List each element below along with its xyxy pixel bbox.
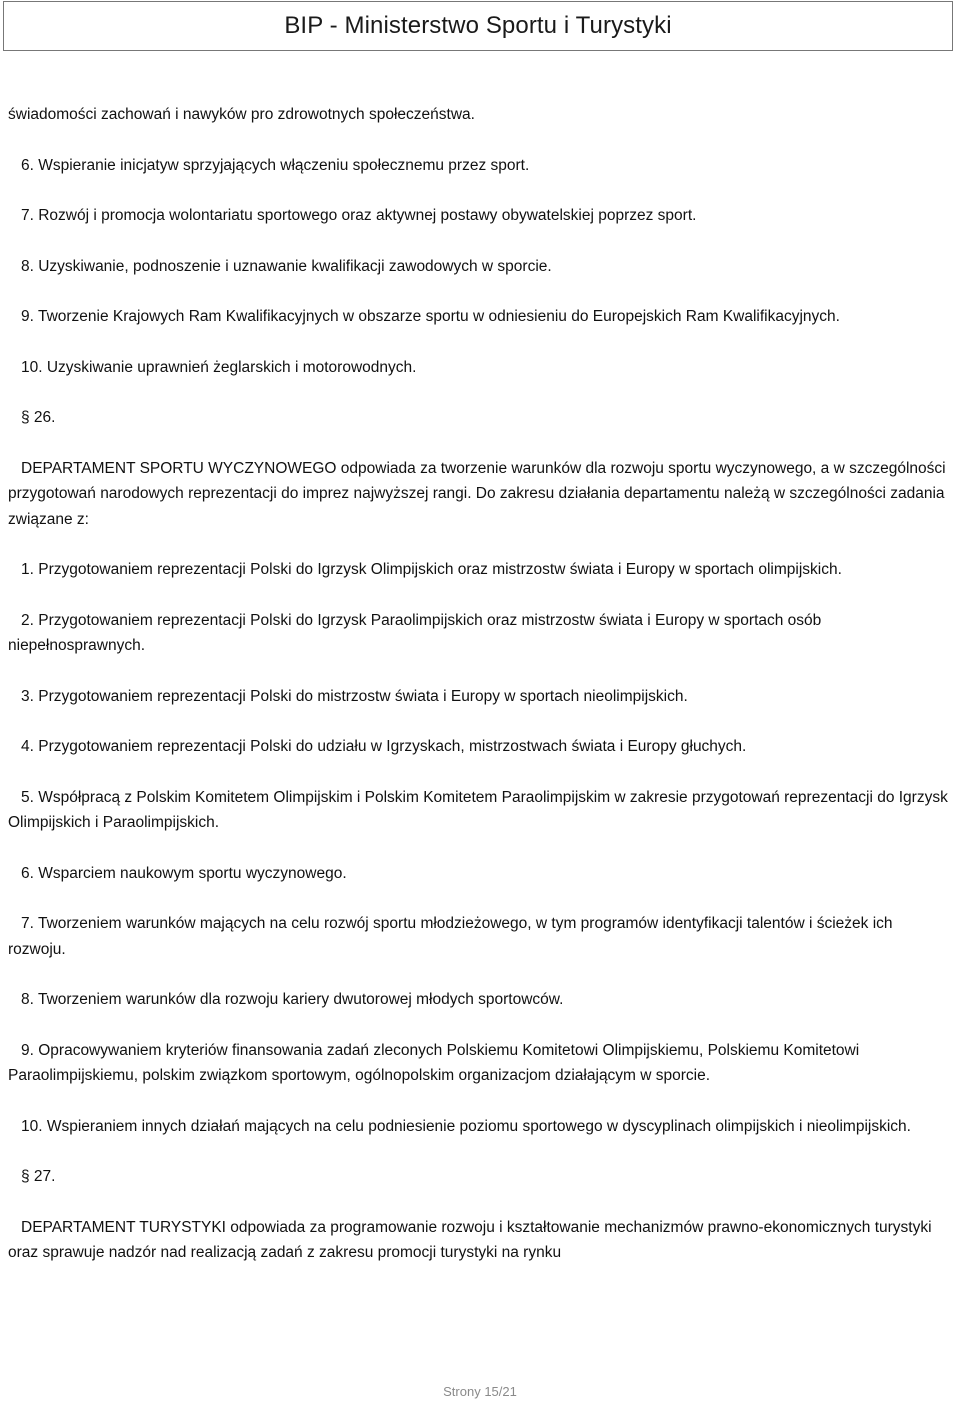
paragraph: 6. Wspieranie inicjatyw sprzyjających włączeniu społecznemu przez sport. (21, 156, 530, 174)
paragraph: 10. Wspieraniem innych działań mających na celu podniesienie poziomu sportowego w dyscyplinach olimpijskich i nieolimpijskich. (21, 1117, 911, 1135)
paragraph: 9. Tworzenie Krajowych Ram Kwalifikacyjnych w obszarze sportu w odniesieniu do Europejskich Ram Kwalifikacyjnych. (21, 308, 840, 325)
paragraph: 1. Przygotowaniem reprezentacji Polski do Igrzysk Olimpijskich oraz mistrzostw świata i Europy w sportach olimpijskich. (21, 561, 842, 578)
page-number: Strony 15/21 (443, 1384, 517, 1399)
paragraph: 6. Wsparciem naukowym sportu wyczynowego. (21, 864, 347, 882)
paragraph: 2. Przygotowaniem reprezentacji Polski do Igrzysk Paraolimpijskich oraz mistrzostw świata i Europy w sportach osób niepełnosprawnych. (8, 611, 822, 654)
paragraph: 8. Uzyskiwanie, podnoszenie i uznawanie kwalifikacji zawodowych w sporcie. (21, 257, 552, 275)
paragraph: świadomości zachowań i nawyków pro zdrowotnych społeczeństwa. (8, 106, 475, 123)
document-body (8, 102, 953, 1291)
paragraph: DEPARTAMENT TURYSTYKI odpowiada za programowanie rozwoju i kształtowanie mechanizmów prawno-ekonomicznych turystyki oraz sprawuje nadzór nad realizacją zadań z zakresu promocji turystyki na rynku (8, 1218, 932, 1261)
paragraph: 10. Uzyskiwanie uprawnień żeglarskich i motorowodnych. (21, 358, 417, 376)
section-number: § 27. (21, 1168, 56, 1185)
paragraph: 5. Współpracą z Polskim Komitetem Olimpijskim i Polskim Komitetem Paraolimpijskim w zakresie przygotowań reprezentacji do Igrzysk Olimpijskich i Paraolimpijskich. (8, 788, 948, 831)
section-number: § 26. (21, 409, 56, 426)
paragraph: 7. Tworzeniem warunków mających na celu rozwój sportu młodzieżowego, w tym programów identyfikacji talentów i ścieżek ich rozwoju. (8, 915, 893, 958)
page-title: BIP - Ministerstwo Sportu i Turystyki (284, 12, 672, 39)
paragraph: 4. Przygotowaniem reprezentacji Polski do udziału w Igrzyskach, mistrzostwach świata i Europy głuchych. (21, 738, 747, 755)
paragraph: 7. Rozwój i promocja wolontariatu sportowego oraz aktywnej postawy obywatelskiej poprzez sport. (21, 207, 697, 224)
paragraph: 9. Opracowywaniem kryteriów finansowania zadań zleconych Polskiemu Komitetowi Olimpijskiemu, Polskiemu Komitetowi Paraolimpijskiemu, polskim związkom sportowym, ogólnopolskim organizacjom działającym w sporcie. (8, 1041, 860, 1084)
document-header (3, 1, 953, 51)
paragraph: 8. Tworzeniem warunków dla rozwoju kariery dwutorowej młodych sportowców. (21, 991, 564, 1008)
paragraph: 3. Przygotowaniem reprezentacji Polski do mistrzostw świata i Europy w sportach nieolimpijskich. (21, 687, 688, 705)
paragraph: DEPARTAMENT SPORTU WYCZYNOWEGO odpowiada za tworzenie warunków dla rozwoju sportu wyczynowego, a w szczególności przygotowań narodowych reprezentacji do imprez najwyższej rangi. Do zakresu działania departamentu należą w szczególności zadania związane z: (8, 459, 946, 528)
